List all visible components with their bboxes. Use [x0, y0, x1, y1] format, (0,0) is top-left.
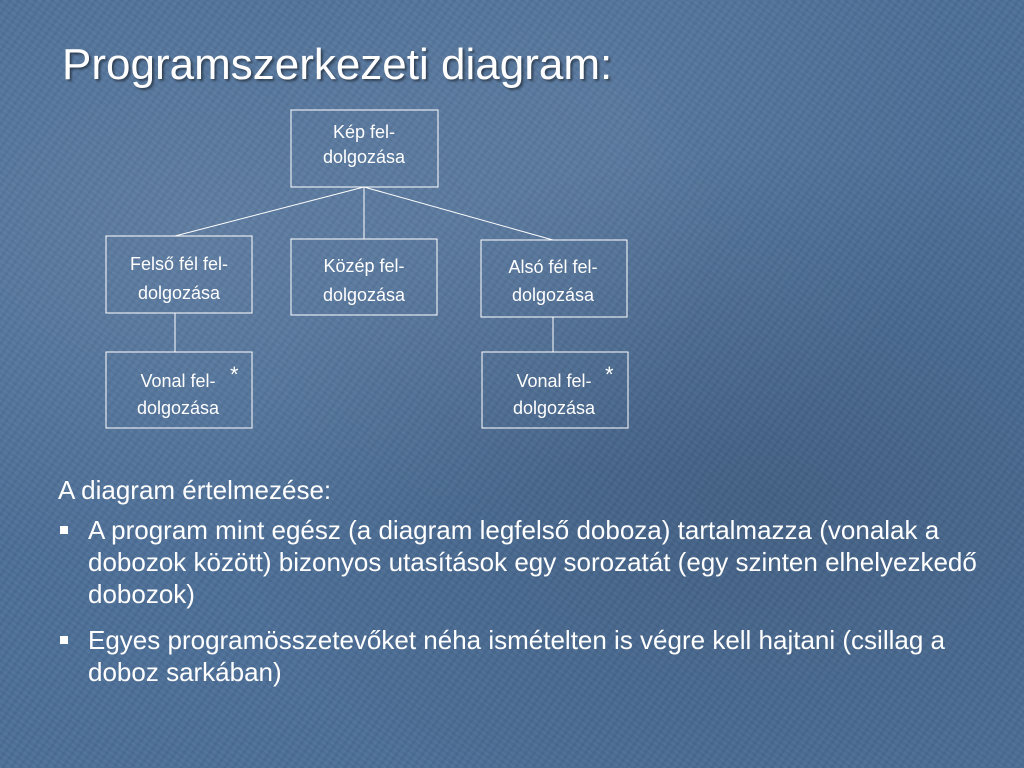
node-middle-line-2: dolgozása — [322, 285, 406, 305]
explanation-bullets — [58, 514, 998, 688]
node-root-line-2: dolgozása — [322, 147, 406, 167]
node-bottom-half-line-2: dolgozása — [511, 285, 595, 305]
node-line-right-line-2: dolgozása — [512, 398, 596, 418]
node-middle — [291, 239, 437, 315]
node-line-right — [482, 352, 628, 428]
node-line-right-line-1: Vonal fel- — [516, 371, 592, 391]
node-line-left — [106, 352, 252, 428]
node-line-left-line-1: Vonal fel- — [140, 371, 216, 391]
node-root — [291, 110, 438, 187]
node-middle-line-1: Közép fel- — [323, 256, 405, 276]
node-line-left-line-2: dolgozása — [136, 398, 220, 418]
node-top-half-line-2: dolgozása — [137, 283, 221, 303]
bullet-text: Egyes programösszetevőket néha ismételten is végre kell hajtani (csillag a doboz sarkában) — [88, 625, 945, 687]
repeat-star-right: * — [605, 362, 614, 387]
explanation-heading: A diagram értelmezése: — [58, 475, 332, 505]
connector-root-bottom-half — [364, 187, 553, 240]
square-bullet-icon — [60, 526, 68, 534]
connector-root-top-half — [175, 187, 364, 236]
square-bullet-icon — [60, 636, 68, 644]
node-bottom-half — [481, 240, 627, 317]
node-bottom-half-line-1: Alsó fél fel- — [508, 257, 598, 277]
bullet-text: A program mint egész (a diagram legfelső doboza) tartalmazza (vonalak a dobozok között) bizonyos utasítások egy sorozatát (egy szinten elhelyezkedő dobozok) — [88, 515, 977, 609]
node-root-line-1: Kép fel- — [332, 122, 396, 142]
bullet-item — [58, 514, 998, 610]
node-top-half-line-1: Felső fél fel- — [129, 254, 229, 274]
diagram-explanation — [58, 474, 998, 702]
slide-title: Programszerkezeti diagram: — [62, 40, 613, 89]
node-top-half — [106, 236, 252, 313]
bullet-item — [58, 624, 998, 688]
repeat-star-left: * — [230, 362, 239, 387]
